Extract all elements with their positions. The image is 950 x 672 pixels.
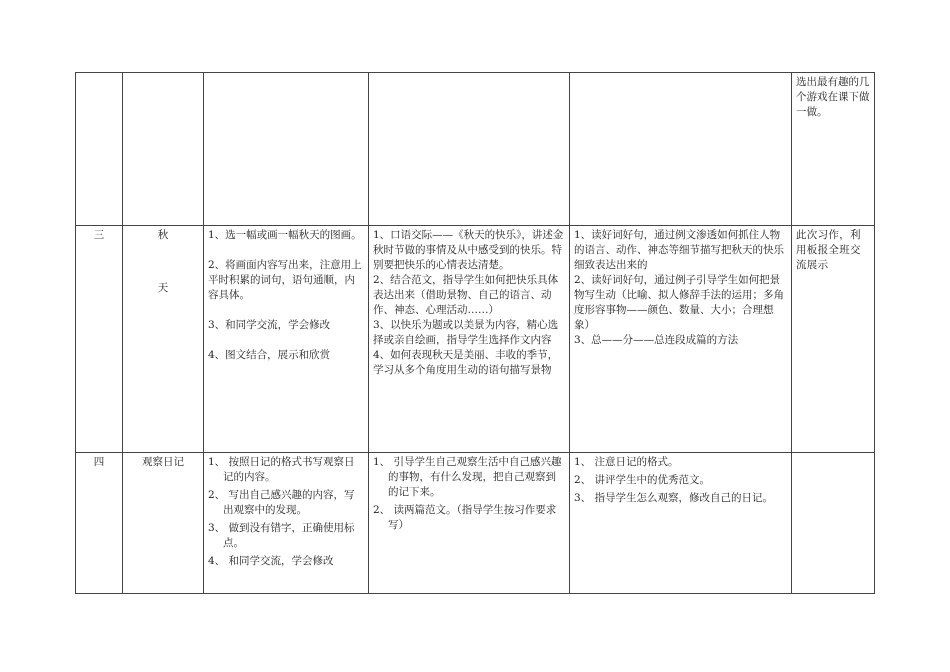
step-item: 1、口语交际——《秋天的快乐》，讲述金秋时节做的事情及从中感受到的快乐。特别要把快乐的心情表达清楚。 xyxy=(373,229,564,271)
steps-cell xyxy=(369,453,570,594)
topic-cell xyxy=(123,226,204,453)
step-item: 4、如何表现秋天是美丽、丰收的季节，学习从多个角度用生动的语句描写景物 xyxy=(373,349,559,376)
steps-cell xyxy=(369,73,570,226)
goal-item: 2、将画面内容写出来，注意用上平时积累的词句，语句通顺，内容具体。 xyxy=(208,259,362,301)
step-item: 2、结合范文，指导学生如何把快乐具体表达出来（借助景物、自己的语言、动作、神态、心理活动……） xyxy=(373,274,559,316)
topic-text: 观察日记 xyxy=(142,456,184,468)
note-cell xyxy=(792,73,875,226)
unit-cell xyxy=(76,226,123,453)
guidance-cell xyxy=(570,73,792,226)
table-row xyxy=(76,73,875,226)
guidance-item: 3、总——分——总连段成篇的方法 xyxy=(574,334,739,346)
steps-cell xyxy=(369,226,570,453)
guidance-item: 3、 指导学生怎么观察，修改自己的日记。 xyxy=(574,492,774,504)
guidance-item: 1、读好词好句，通过例文渗透如何抓住人物的语言、动作、神态等细节描写把秋天的快乐细致表达出来的 xyxy=(574,229,784,271)
guidance-item: 2、 讲评学生中的优秀范文。 xyxy=(574,474,711,486)
step-item: 2、 读两篇范文。（指导学生按习作要求写） xyxy=(373,504,557,531)
step-item: 3、以快乐为题或以美景为内容，精心选择或亲自绘画，指导学生选择作文内容 xyxy=(373,319,559,346)
table-row xyxy=(76,226,875,453)
topic-char: 天 xyxy=(157,282,169,294)
goals-cell xyxy=(204,453,369,594)
goal-item: 4、图文结合，展示和欣赏 xyxy=(208,349,331,361)
topic-char: 秋 xyxy=(157,229,169,241)
note-text: 选出最有趣的几个游戏在课下做一做。 xyxy=(796,76,870,118)
lesson-plan-table xyxy=(75,72,875,594)
topic-cell xyxy=(123,453,204,594)
guidance-item: 2、读好词好句，通过例子引导学生如何把景物写生动（比喻、拟人修辞手法的运用；多角度形容事物——颜色、数量、大小；合理想象） xyxy=(574,274,784,331)
goal-item: 1、选一幅或画一幅秋天的图画。 xyxy=(208,229,362,241)
step-item: 1、 引导学生自己观察生活中自己感兴趣的事物，有什么发现，把自己观察到的记下来。 xyxy=(373,456,562,498)
unit-number: 三 xyxy=(93,229,105,241)
table-row xyxy=(76,453,875,594)
guidance-cell xyxy=(570,453,792,594)
goal-item: 3、 做到没有错字，正确使用标点。 xyxy=(208,522,355,549)
guidance-item: 1、 注意日记的格式。 xyxy=(574,456,679,468)
goal-item: 2、 写出自己感兴趣的内容，写出观察中的发现。 xyxy=(208,489,355,516)
unit-cell xyxy=(76,453,123,594)
note-text: 此次习作，利用板报全班交流展示 xyxy=(796,229,861,271)
guidance-cell xyxy=(570,226,792,453)
goals-cell xyxy=(204,226,369,453)
topic-cell xyxy=(123,73,204,226)
goal-item: 1、 按照日记的格式书写观察日记的内容。 xyxy=(208,456,355,483)
goal-item: 3、和同学交流，学会修改 xyxy=(208,319,331,331)
unit-cell xyxy=(76,73,123,226)
goal-item: 4、 和同学交流，学会修改 xyxy=(208,555,334,567)
goals-cell xyxy=(204,73,369,226)
note-cell xyxy=(792,453,875,594)
unit-number: 四 xyxy=(93,456,105,468)
note-cell xyxy=(792,226,875,453)
